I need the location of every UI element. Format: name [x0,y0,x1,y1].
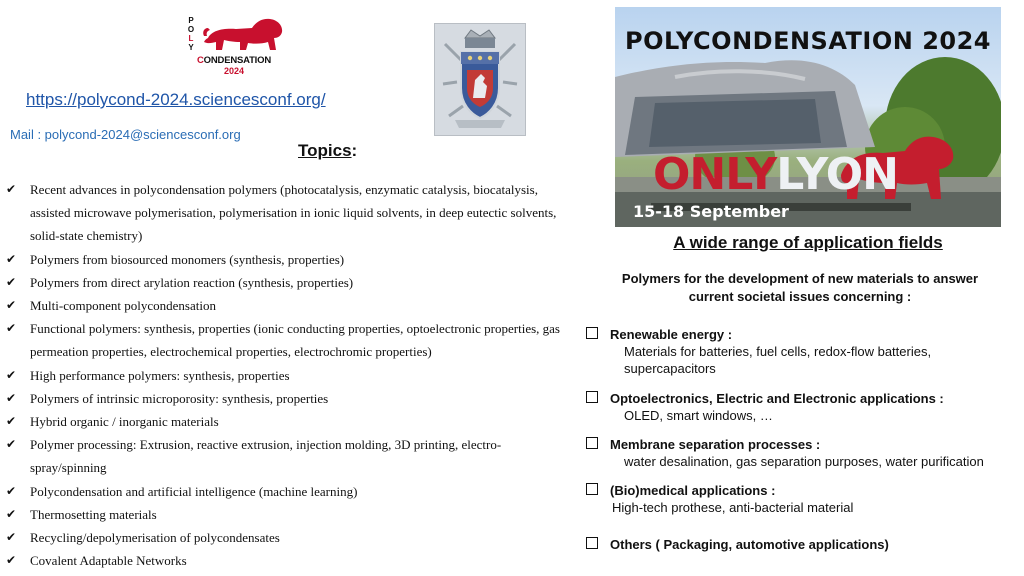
onlylyon-sign: ONLYLYON [653,149,898,200]
logo-year: 2024 [224,66,245,76]
checkbox-icon [586,437,598,449]
check-icon: ✔ [6,553,17,568]
coat-of-arms-icon [435,24,525,135]
application-item-biomedical: (Bio)medical applications : High-tech prothese, anti-bacterial material [586,482,1016,516]
topic-item: ✔ Covalent Adaptable Networks [6,549,571,572]
banner-title: POLYCONDENSATION 2024 [624,27,991,55]
application-item-renewable-energy: Renewable energy : Materials for batteries, fuel cells, redox-flow batteries, supercapacitors [586,326,1016,377]
logo-poly-letters: P O L Y [187,16,195,52]
topic-item: ✔ Recycling/depolymerisation of polycondensates [6,526,571,549]
topics-heading: Topics: [298,141,358,160]
check-icon: ✔ [6,506,17,521]
topic-item: ✔ Polymers from direct arylation reaction (synthesis, properties) [6,271,571,294]
contact-mail: Mail : polycond-2024@sciencesconf.org [10,127,241,142]
topic-item: ✔ Polycondensation and artificial intelligence (machine learning) [6,480,571,503]
check-icon: ✔ [6,437,17,452]
applications-heading: A wide range of application fields [673,233,943,252]
banner-photo [615,7,1001,227]
application-item-optoelectronics: Optoelectronics, Electric and Electronic applications : OLED, smart windows, … [586,390,1016,424]
topics-list [6,178,571,572]
check-icon: ✔ [6,414,17,429]
check-icon: ✔ [6,483,17,498]
check-icon: ✔ [6,298,17,313]
check-icon: ✔ [6,530,17,545]
lion-icon [202,16,284,54]
checkbox-icon [586,391,598,403]
topic-item: ✔ Thermosetting materials [6,503,571,526]
application-item-others: Others ( Packaging, automotive applications) [586,536,1016,553]
topic-item: ✔ Polymers of intrinsic microporosity: synthesis, properties [6,387,571,410]
check-icon: ✔ [6,321,17,336]
check-icon: ✔ [6,390,17,405]
checkbox-icon [586,483,598,495]
application-item-membrane-separation: Membrane separation processes : water desalination, gas separation purposes, water purification [586,436,1021,470]
checkbox-icon [586,327,598,339]
topic-item: ✔ Polymers from biosourced monomers (synthesis, properties) [6,248,571,271]
website-link[interactable]: https://polycond-2024.sciencesconf.org/ [26,90,326,109]
topic-item: ✔ Recent advances in polycondensation polymers (photocatalysis, enzymatic catalysis, biocatalysis, assisted microwave polymerisation, polymerisation in ionic liquid solvents, in deep eutectic solvents, solid-state chemistry) [6,178,571,248]
topic-item: ✔ Polymer processing: Extrusion, reactive extrusion, injection molding, 3D printing, electro-spray/spinning [6,433,571,479]
check-icon: ✔ [6,251,17,266]
topic-item: ✔ Functional polymers: synthesis, properties (ionic conducting properties, optoelectronic properties, gas permeation properties, electrochemical properties, electrochromic properties) [6,317,571,363]
checkbox-icon [586,537,598,549]
applications-intro: Polymers for the development of new materials to answer current societal issues concerning : [621,271,979,304]
topic-item: ✔ Hybrid organic / inorganic materials [6,410,571,433]
topic-item: ✔ High performance polymers: synthesis, properties [6,364,571,387]
check-icon: ✔ [6,367,17,382]
banner-dates: 15-18 September [633,202,789,221]
check-icon: ✔ [6,274,17,289]
topic-item: ✔ Multi-component polycondensation [6,294,571,317]
logo-wordmark: CONDENSATION [197,55,271,66]
conference-logo [186,14,286,80]
check-icon: ✔ [6,182,17,196]
lyon-crest-image [434,23,526,136]
